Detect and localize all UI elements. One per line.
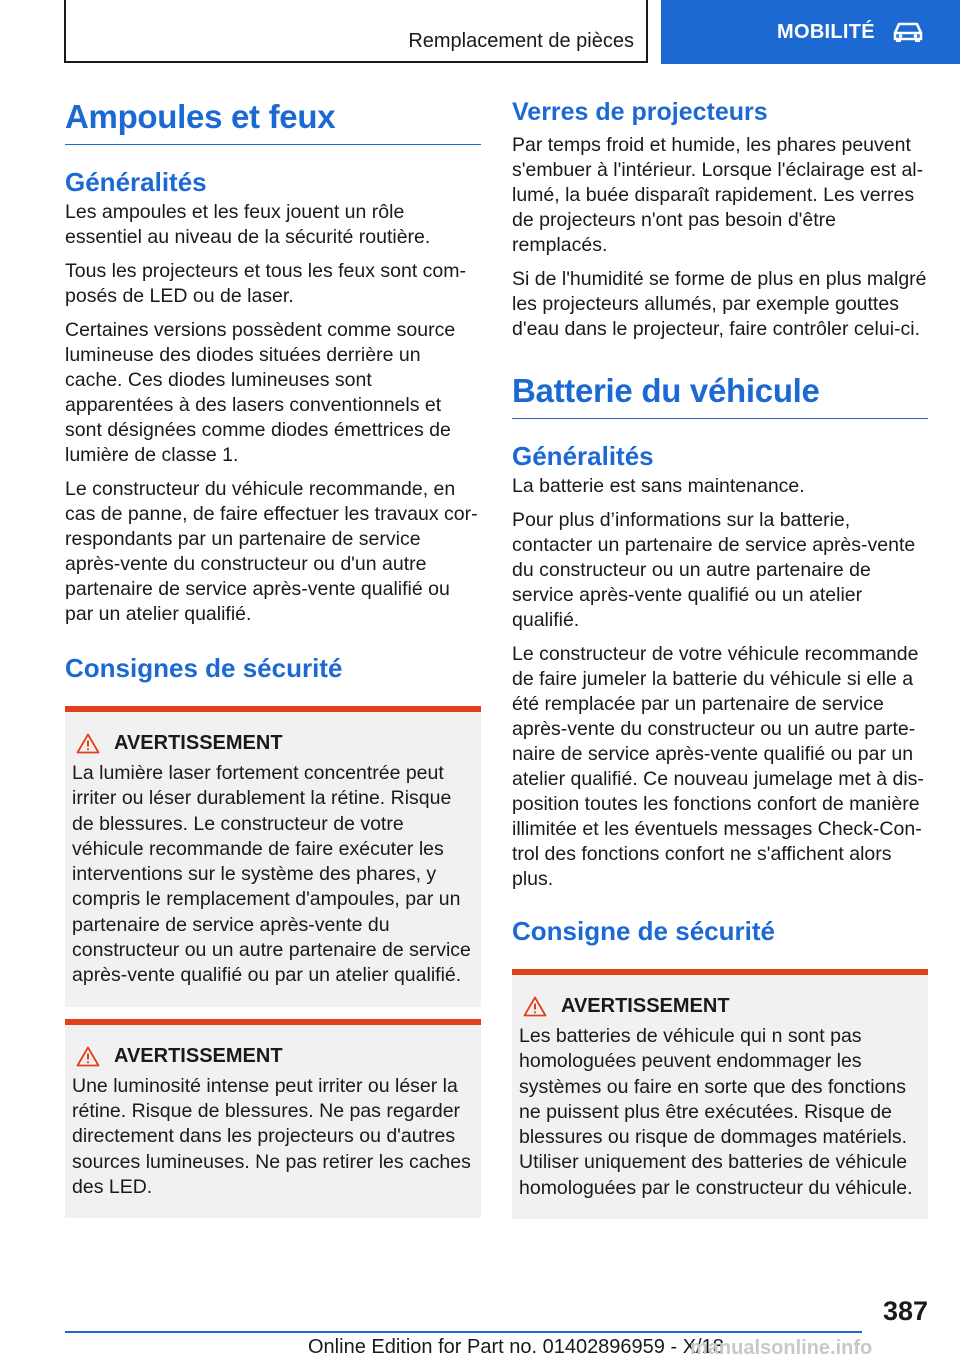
paragraph: Si de l'humidité se forme de plus en plus malgré les projecteurs allumés, par exemple gouttes d'eau dans le projecteur, faire contrôler celui-ci. bbox=[512, 268, 927, 340]
warning-triangle-icon bbox=[523, 996, 547, 1017]
heading-ampoules: Ampoules et feux bbox=[65, 98, 481, 145]
warning-text: La lumière laser fortement concentrée peut irriter ou léser durablement la rétine. Risque de blessures. Le constructeur de votre véhicule recommande de faire exécuter les interventions sur le système des phares, y compris le remplacement d'ampoules, par un partenaire de service après-vente du constructeur ou un autre partenaire de service après-vente qualifié ou par un atelier qualifié. bbox=[72, 762, 471, 987]
left-column bbox=[65, 98, 481, 1218]
heading-consigne: Consigne de sécurité bbox=[512, 916, 775, 946]
paragraph: Par temps froid et humide, les phares peuvent s'embuer à l'intérieur. Lorsque l'éclairage est allumé, la buée disparaît rapidement. Les verres de projecteurs n'ont pas besoin d'être remplacés. bbox=[512, 134, 924, 256]
right-column bbox=[512, 98, 928, 1219]
warning-box bbox=[65, 706, 481, 1007]
warning-title: AVERTISSEMENT bbox=[561, 995, 730, 1017]
heading-batterie: Batterie du véhicule bbox=[512, 372, 928, 419]
warning-triangle-icon bbox=[76, 733, 100, 754]
chapter-tab-label: MOBILITÉ bbox=[777, 20, 875, 43]
warning-box bbox=[65, 1019, 481, 1218]
paragraph: Certaines versions possèdent comme source lumineuse des diodes situées derrière un cache. Ces diodes lumineuses sont apparentées à des lasers conventionnels et sont désignées comme diodes émettrices de lumière de classe 1. bbox=[65, 319, 456, 466]
warning-triangle-icon bbox=[76, 1046, 100, 1067]
paragraph: Le constructeur du véhicule recommande, en cas de panne, de faire effectuer les travaux correspondants par un partenaire de service après-vente du constructeur ou d'un autre partenaire de service après-vente qualifié ou par un atelier qualifié. bbox=[65, 478, 478, 625]
heading-generalites: Généralités bbox=[512, 441, 654, 471]
car-icon bbox=[891, 21, 925, 43]
section-title: Remplacement de pièces bbox=[64, 0, 648, 63]
paragraph: Tous les projecteurs et tous les feux sont composés de LED ou de laser. bbox=[65, 260, 467, 307]
footer-rule bbox=[65, 1331, 862, 1333]
warning-text: Une luminosité intense peut irriter ou léser la rétine. Risque de blessures. Ne pas regarder directement dans les projecteurs ou d'autres sources lumineuses. Ne pas retirer les caches des LED. bbox=[72, 1074, 471, 1198]
warning-title: AVERTISSEMENT bbox=[114, 1044, 283, 1067]
chapter-tab[interactable] bbox=[661, 0, 960, 64]
page-header bbox=[64, 0, 960, 66]
warning-text: Les batteries de véhicule qui n sont pas homologuées peuvent endommager les systèmes ou faire en sorte que des fonctions ne puissent plus être exécutées. Risque de blessures ou risque de dommages matériels. Utiliser uniquement des batteries de véhicule homologuées par le constructeur du véhicule. bbox=[519, 1025, 913, 1199]
paragraph: Les ampoules et les feux jouent un rôle essentiel au niveau de la sécurité routière. bbox=[65, 201, 431, 248]
warning-box bbox=[512, 969, 928, 1219]
paragraph: Le constructeur de votre véhicule recommande de faire jumeler la batterie du véhicule si elle a été remplacée par un partenaire de service après-vente du constructeur ou un autre partenaire de service après-vente qualifié ou par un atelier qualifié. Ce nouveau jumelage met à disposition toutes les fonctions confort de manière illimitée et les éventuels messages Check-Control des fonctions confort ne s'affichent alors plus. bbox=[512, 643, 924, 890]
paragraph: La batterie est sans maintenance. bbox=[512, 475, 805, 497]
page-number: 387 bbox=[882, 1296, 928, 1326]
edition-text: Online Edition for Part no. 01402896959 - X/18 bbox=[308, 1336, 724, 1358]
heading-verres: Verres de projecteurs bbox=[512, 98, 768, 126]
warning-title: AVERTISSEMENT bbox=[114, 732, 283, 754]
heading-consignes: Consignes de sécurité bbox=[65, 653, 343, 683]
watermark-logo: manualsonline.info bbox=[690, 1337, 873, 1359]
heading-generalites: Généralités bbox=[65, 167, 207, 197]
paragraph: Pour plus d’informations sur la batterie, contacter un partenaire de service après-vente du constructeur ou un autre partenaire de service après-vente qualifié ou un atelier qualifié. bbox=[512, 509, 916, 631]
